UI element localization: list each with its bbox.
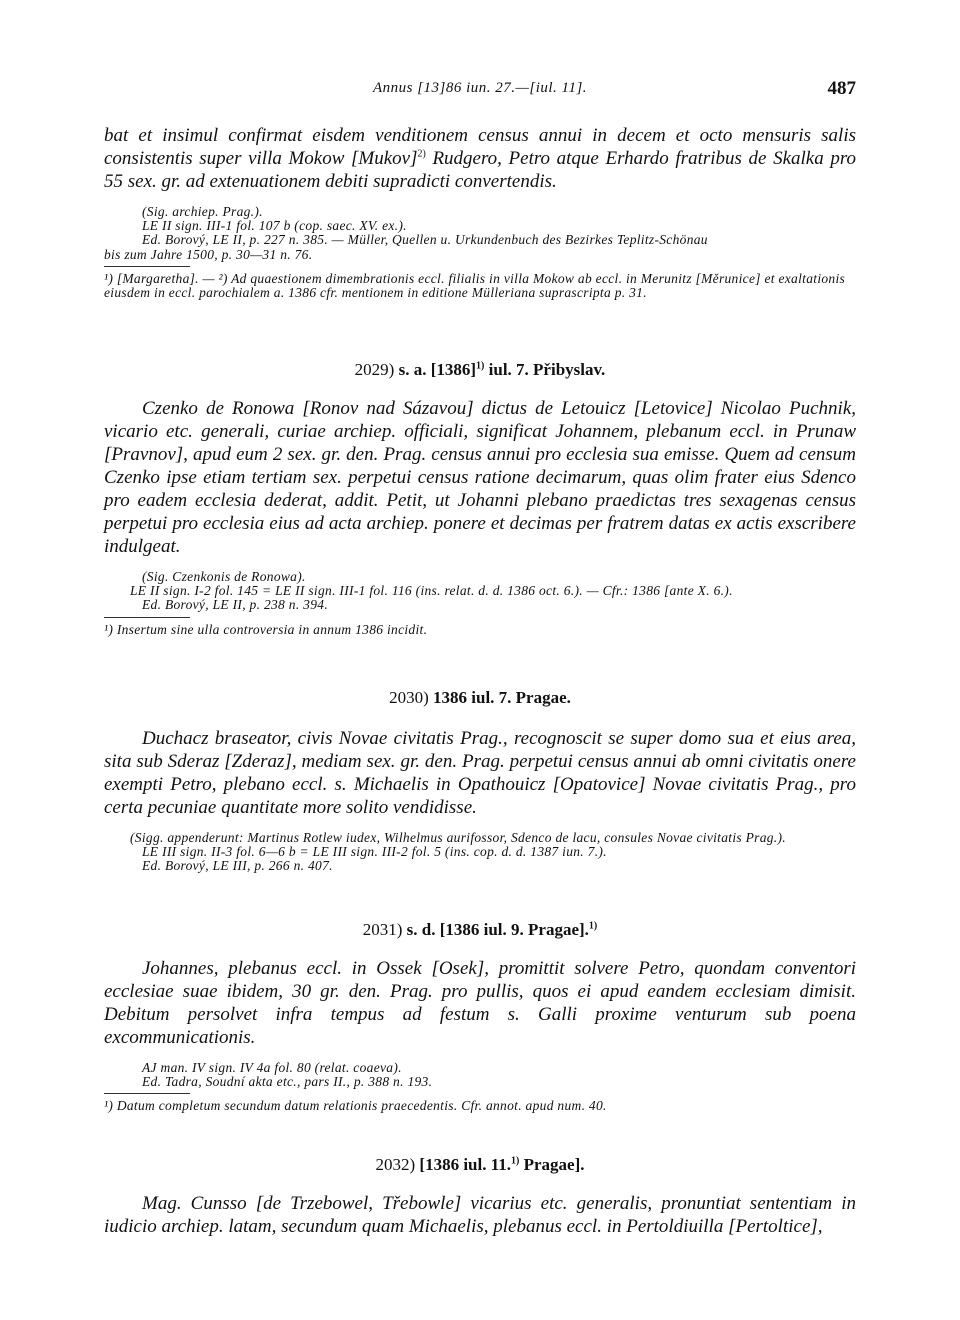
source-line: Ed. Borový, LE III, p. 266 n. 407. xyxy=(142,858,333,874)
footnote-rule xyxy=(104,1093,190,1094)
source-line: LE II sign. I-2 fol. 145 = LE II sign. III-1 fol. 116 (ins. relat. d. d. 1386 oct. 6.). — Cfr.: 1386 [ante X. 6.). xyxy=(130,583,733,599)
entry-2031 xyxy=(104,957,856,1114)
entry-text: bat et insimul confirmat eisdem venditionem census annui in decem et octo mensuris salis consistentis super villa Mokow [Mukov]$^{2)}$ Rudgero, Petro atque Erhardo fratribus de Skalka pro 55 sex. gr. ad extenuationem debiti supradicti convertendis. xyxy=(104,125,857,192)
source-line: LE II sign. III-1 fol. 107 b (cop. saec. XV. ex.). xyxy=(142,218,407,234)
entry-heading: 2029) s. a. $[1386]^{1)}$ iul. 7. Přibyslav. xyxy=(354,360,606,379)
footnote-ref: 1) xyxy=(476,360,485,372)
footnote: ¹) Datum completum secundum datum relationis praecedentis. Cfr. annot. apud num. 40. xyxy=(104,1098,607,1114)
entry-text: Mag. Cunsso [de Trzebowel, Třebowle] vicarius etc. generalis, pronuntiat sententiam in iudicio archiep. latam, secundum quam Michaelis, plebanus eccl. in Pertoldiuilla [Pertoltice], xyxy=(104,1193,856,1237)
source-line: (Sig. Czenkonis de Ronowa). xyxy=(142,569,306,584)
footnote-rule xyxy=(104,617,190,618)
entry-text: Czenko de Ronowa [Ronov nad Sázavou] dictus de Letouicz [Letovice] Nicolao Puchnik, vicario etc. generali, curiae archiep. officiali, significat Johannem, plebanum eccl. in Prunaw [Pravnov], apud eum 2 sex. gr. den. Prag. census annui pro ecclesia sua emisse. Quem ad censum Czenko ipse etiam tertiam sex. perpetui census ratione decimarum, quas olim frater eius Sdenco pro eadem ecclesia dederat, addit. Petit, ut Johanni plebano praedictas tres sexagenas census perpetui pro ecclesia eius ad acta archiep. ponere et decimas per fratrem datas ex actis exscribere indulgeat. xyxy=(104,398,856,557)
entry-heading: 2032) [1386 iul. 11.$^{1)}$ Pragae]. xyxy=(375,1155,585,1174)
source-line: Ed. Tadra, Soudní akta etc., pars II., p. 388 n. 193. xyxy=(142,1074,433,1090)
footnote-ref: 1) xyxy=(511,1155,520,1167)
footnote-rule xyxy=(104,266,190,267)
entry-text: Duchacz braseator, civis Novae civitatis Prag., recognoscit se super domo sua et eius area, sita sub Sderaz [Zderaz], mediam sex. gr. den. Prag. perpetui census annui ab omni civitatis onere exempti Petro, plebano eccl. s. Michaelis in Opathouicz [Opatovice] Novae civitatis Prag., pro certa pecuniae quantitate more solito vendidisse. xyxy=(104,728,856,818)
running-head: Annus [13]86 iun. 27.—[iul. 11]. xyxy=(372,80,588,96)
source-line: (Sigg. appenderunt: Martinus Rotlew iudex, Wilhelmus aurifossor, Sdenco de lacu, consules Novae civitatis Prag.). xyxy=(130,830,786,845)
entry-heading: 2031) s. d. [1386 iul. 9. Pragae].$^{1)}$ xyxy=(362,920,598,939)
entry-heading: 2030) 1386 iul. 7. Pragae. xyxy=(389,688,571,707)
entry-text: Johannes, plebanus eccl. in Ossek [Osek], promittit solvere Petro, quondam conventori ecclesiae suae ibidem, 30 gr. den. Prag. pro pullis, quos ei apud eandem ecclesiam dimisit. Debitum persolvet infra tempus ad festum s. Galli proxime venturum sub poena excommunicationis. xyxy=(104,958,856,1048)
source-line: (Sig. archiep. Prag.). xyxy=(142,204,263,219)
entry-2029 xyxy=(104,397,856,637)
entry-2030 xyxy=(104,727,856,874)
footnote: ¹) [Margaretha]. — ²) Ad quaestionem dimembrationis eccl. filialis in villa Mokow ab eccl. in Merunitz [Měrunice] et exaltationis eiusdem in eccl. parochialem a. 1386 cfr. mentionem in editione Mülleriana suprascripta p. 31. xyxy=(104,270,846,301)
continued-entry xyxy=(104,124,856,300)
source-line: Ed. Borový, LE II, p. 227 n. 385. — Müller, Quellen u. Urkundenbuch des Bezirkes Teplitz-Schönau xyxy=(142,232,708,248)
page-header xyxy=(104,80,856,102)
entry-2032 xyxy=(104,1192,856,1238)
footnote-ref: 2) xyxy=(417,148,426,160)
page-number: 487 xyxy=(827,78,856,99)
footnote-ref: 1) xyxy=(588,920,598,932)
footnote: ¹) Insertum sine ulla controversia in annum 1386 incidit. xyxy=(104,621,428,637)
source-line: LE III sign. II-3 fol. 6—6 b = LE III sign. III-2 fol. 5 (ins. cop. d. d. 1387 iun. 7.). xyxy=(142,844,607,860)
source-line: AJ man. IV sign. IV 4a fol. 80 (relat. coaeva). xyxy=(142,1060,402,1075)
source-line: bis zum Jahre 1500, p. 30—31 n. 76. xyxy=(104,246,313,262)
source-line: Ed. Borový, LE II, p. 238 n. 394. xyxy=(142,597,328,613)
